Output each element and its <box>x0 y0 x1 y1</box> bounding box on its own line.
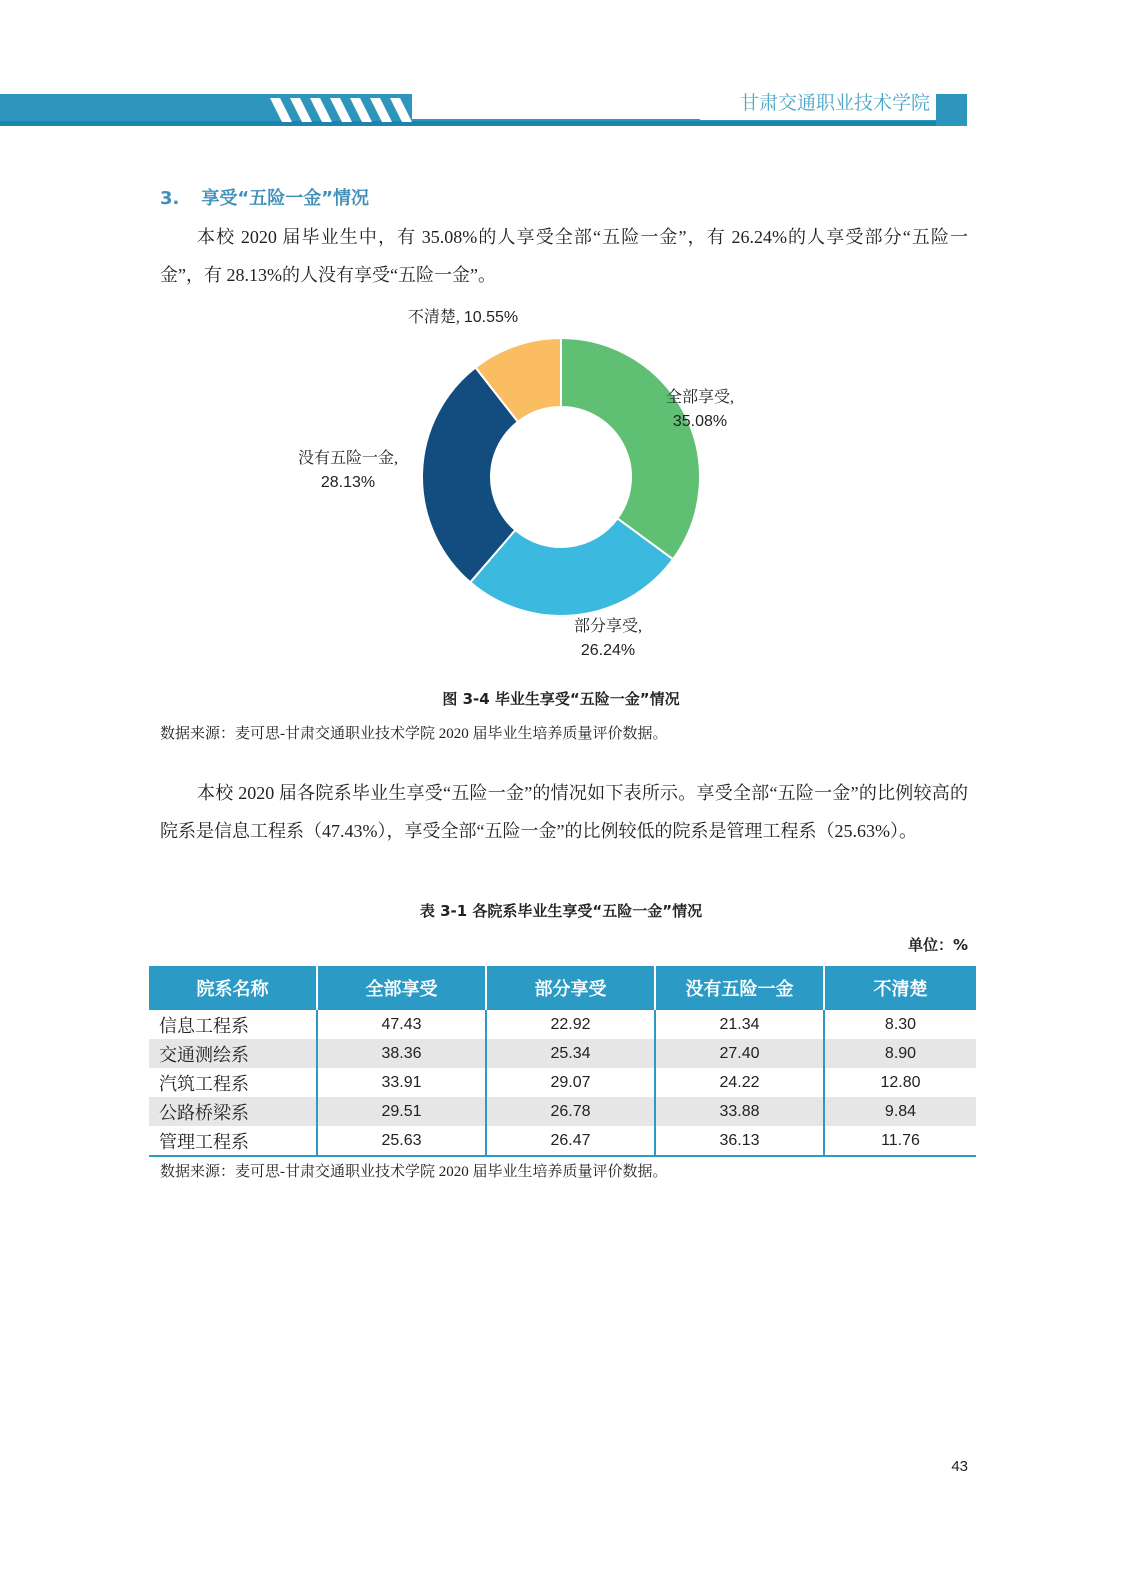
table-row <box>149 1097 976 1126</box>
cell-none: 21.34 <box>655 1010 824 1039</box>
table-unit: 单位：% <box>907 936 968 954</box>
header-tab-decoration <box>936 94 967 126</box>
donut-chart-svg <box>260 300 860 680</box>
table-row <box>149 1068 976 1097</box>
cell-unclear: 9.84 <box>824 1097 976 1126</box>
section-number: 3. <box>160 188 180 209</box>
cell-full: 25.63 <box>317 1126 486 1156</box>
cell-none: 36.13 <box>655 1126 824 1156</box>
header-title: 甘肃交通职业技术学院 <box>700 88 936 120</box>
cell-full: 47.43 <box>317 1010 486 1039</box>
cell-none: 27.40 <box>655 1039 824 1068</box>
cell-unclear: 11.76 <box>824 1126 976 1156</box>
header-unclear: 不清楚 <box>824 966 976 1010</box>
label-full: 全部享受, 35.08% <box>665 389 735 430</box>
table-row <box>149 1126 976 1156</box>
header-department: 院系名称 <box>149 966 317 1010</box>
cell-partial: 29.07 <box>486 1068 655 1097</box>
figure-source: 数据来源：麦可思-甘肃交通职业技术学院 2020 届毕业生培养质量评价数据。 <box>160 726 668 742</box>
label-unclear: 不清楚, 10.55% <box>407 309 519 326</box>
cell-department: 交通测绘系 <box>149 1039 317 1068</box>
header-full: 全部享受 <box>317 966 486 1010</box>
header-partial: 部分享受 <box>486 966 655 1010</box>
section-title <box>160 184 369 210</box>
cell-none: 24.22 <box>655 1068 824 1097</box>
table-header-row <box>149 966 976 1010</box>
label-none: 没有五险一金, 28.13% <box>297 450 399 491</box>
figure-caption: 图 3-4 毕业生享受“五险一金”情况 <box>442 690 680 708</box>
cell-department: 汽筑工程系 <box>159 1073 249 1094</box>
table-source: 数据来源：麦可思-甘肃交通职业技术学院 2020 届毕业生培养质量评价数据。 <box>160 1164 668 1180</box>
data-table <box>149 966 976 1157</box>
cell-partial: 26.47 <box>486 1126 655 1156</box>
table-row <box>149 1010 976 1039</box>
table-row <box>149 1039 976 1068</box>
cell-none: 33.88 <box>655 1097 824 1126</box>
cell-department: 信息工程系 <box>159 1015 249 1036</box>
cell-full: 33.91 <box>317 1068 486 1097</box>
donut-chart <box>260 300 860 680</box>
cell-partial: 22.92 <box>486 1010 655 1039</box>
label-partial: 部分享受, 26.24% <box>573 618 643 659</box>
cell-full: 29.51 <box>317 1097 486 1126</box>
cell-unclear: 8.30 <box>824 1010 976 1039</box>
cell-unclear: 12.80 <box>824 1068 976 1097</box>
cell-department: 公路桥梁系 <box>149 1097 317 1126</box>
slice-full <box>561 338 700 559</box>
table-caption: 表 3-1 各院系毕业生享受“五险一金”情况 <box>419 902 703 920</box>
cell-partial: 25.34 <box>486 1039 655 1068</box>
cell-department: 管理工程系 <box>149 1126 317 1156</box>
cell-full: 38.36 <box>317 1039 486 1068</box>
table-intro-paragraph: 本校 2020 届各院系毕业生享受“五险一金”的情况如下表所示。享受全部“五险一金”的比例较高的院系是信息工程系（47.43%），享受全部“五险一金”的比例较低的院系是管理工程系（25.63%）。 <box>160 783 968 841</box>
section-title-text: 享受“五险一金”情况 <box>201 188 370 209</box>
page-number: 43 <box>951 1458 968 1475</box>
cell-unclear: 8.90 <box>824 1039 976 1068</box>
intro-paragraph: 本校 2020 届毕业生中，有 35.08%的人享受全部“五险一金”，有 26.24%的人享受部分“五险一金”，有 28.13%的人没有享受“五险一金”。 <box>160 227 968 285</box>
header-none: 没有五险一金 <box>655 966 824 1010</box>
cell-partial: 26.78 <box>486 1097 655 1126</box>
